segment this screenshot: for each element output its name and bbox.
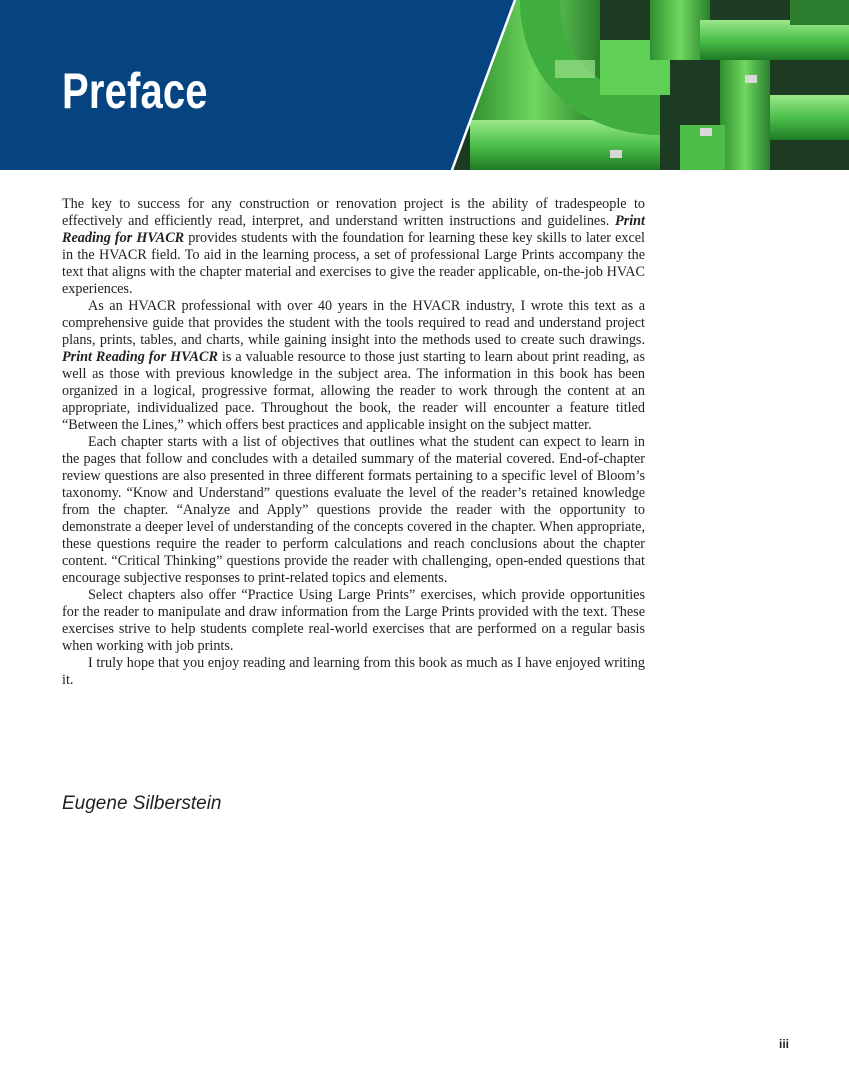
paragraph-4: Select chapters also offer “Practice Using Large Prints” exercises, which provide opportunities for the reader to manipulate and draw information from the Large Prints provided with the text. These exercises strive to help students complete real-world exercises that are performed on a regular basis when working with job prints.	[62, 587, 645, 654]
paragraph-5: I truly hope that you enjoy reading and learning from this book as much as I have enjoyed writing it.	[62, 655, 645, 688]
author-signature: Eugene Silberstein	[62, 793, 222, 814]
book-title-emphasis: Print Reading for HVACR	[62, 349, 218, 365]
paragraph-2-text-b: is a valuable resource to those just starting to learn about print reading, as well as those with previous knowledge in the subject area. The information in this book has been organized in a logical, progressive format, allowing the reader to work through the content at an appropriate, individualized pace. Throughout the book, the reader will encounter a feature titled “Between the Lines,” which offers best practices and applicable insight on the subject matter.	[62, 349, 645, 433]
paragraph-3: Each chapter starts with a list of objectives that outlines what the student can expect to learn in the pages that follow and concludes with a detailed summary of the material covered. End-of-chapter review questions are also presented in three different formats pertaining to a specific level of Bloom’s taxonomy. “Know and Understand” questions evaluate the level of the reader’s retained knowledge from the chapter. “Analyze and Apply” questions provide the reader with the opportunity to demonstrate a deeper level of understanding of the concepts covered in the chapter. When appropriate, these questions require the reader to perform calculations and reach conclusions about the chapter content. “Critical Thinking” questions provide the reader with challenging, open-ended questions that encourage subjective responses to print-related topics and elements.	[62, 434, 645, 586]
paragraph-2	[62, 298, 645, 434]
page-number: iii	[778, 1037, 789, 1051]
paragraph-2-text-a: As an HVACR professional with over 40 years in the HVACR industry, I wrote this text as a comprehensive guide that provides the student with the tools required to read and understand project plans, prints, tables, and charts, while gaining insight into the methods used to create such drawings.	[62, 298, 645, 348]
paragraph-1-text-b: provides students with the foundation for learning these key skills to later excel in the HVACR field. To aid in the learning process, a set of professional Large Prints accompany the text that aligns with the chapter material and exercises to give the reader applicable, on-the-job HVAC experiences.	[62, 230, 645, 297]
page-title: Preface	[62, 63, 208, 119]
book-title-emphasis: Print Reading for HVACR	[62, 213, 645, 246]
paragraph-1-text-a: The key to success for any construction or renovation project is the ability of tradespeople to effectively and efficiently read, interpret, and understand written instructions and guidelines.	[62, 196, 645, 229]
preface-body	[62, 196, 645, 689]
paragraph-1	[62, 196, 645, 298]
